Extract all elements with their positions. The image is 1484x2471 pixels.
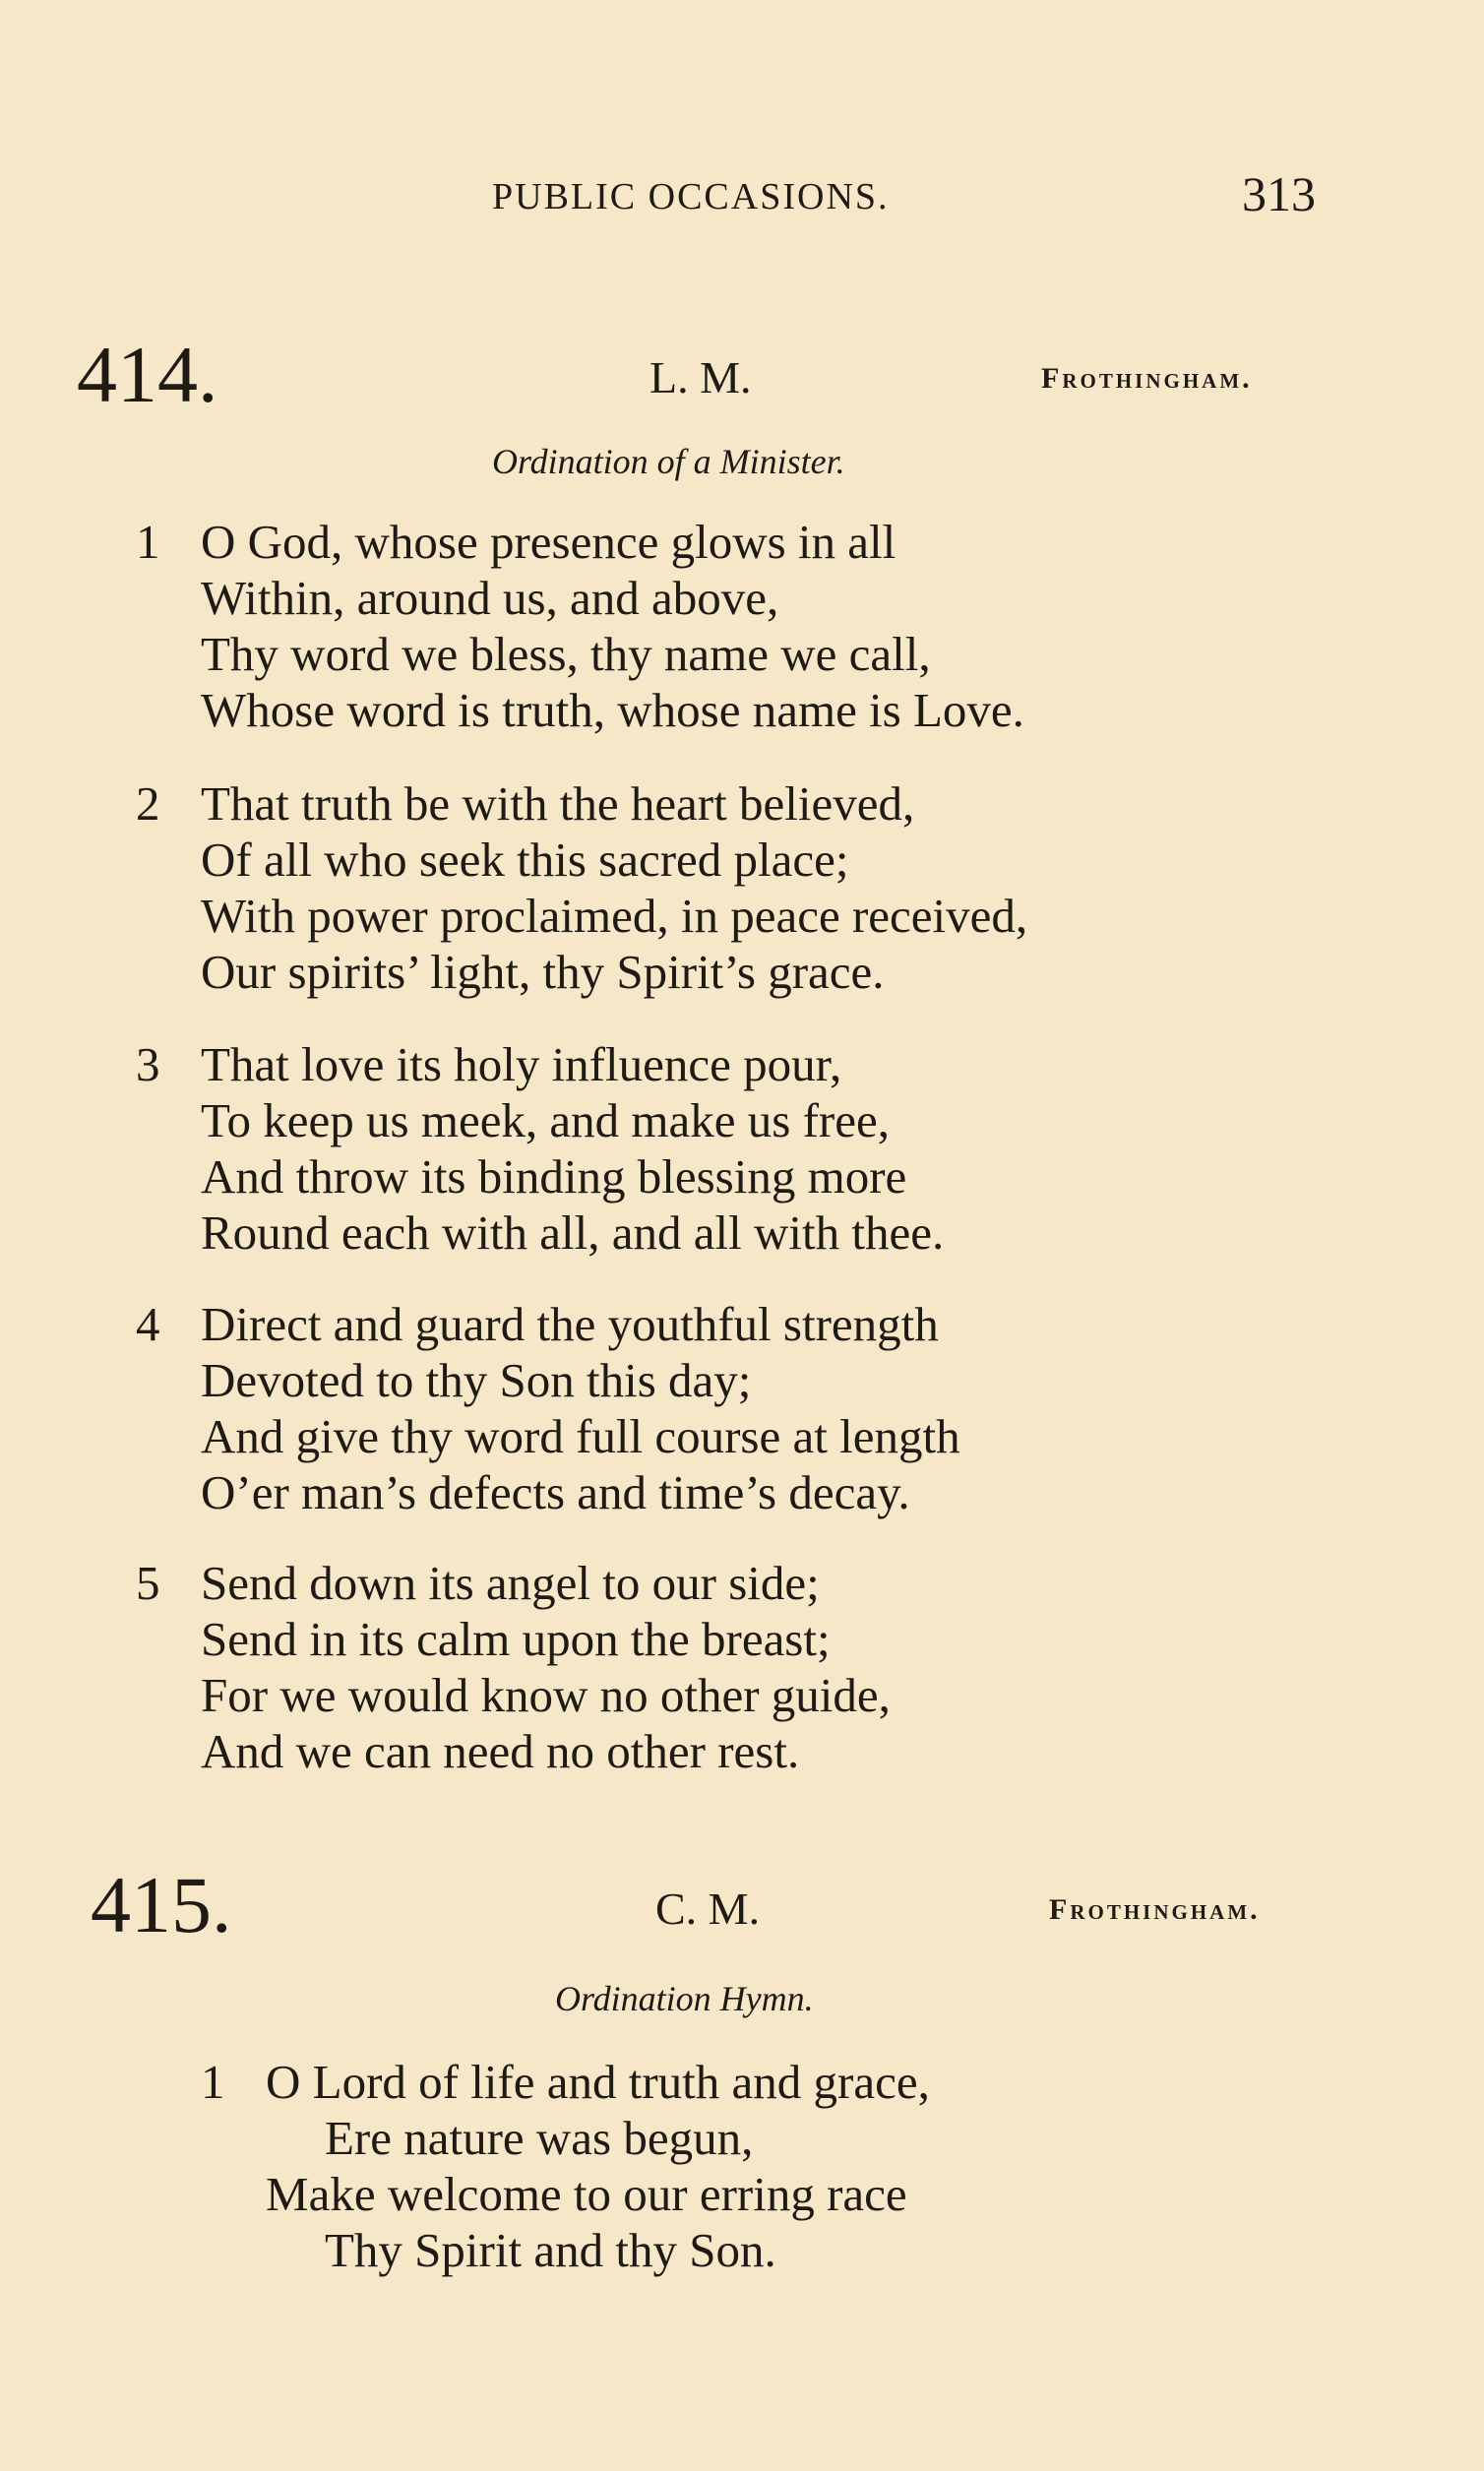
stanza-line: And we can need no other rest.	[201, 1724, 800, 1778]
stanza-line: Thy Spirit and thy Son.	[325, 2223, 776, 2277]
stanza-number: 1	[201, 2055, 225, 2109]
hymn-414-stanza-3	[136, 1036, 1317, 1261]
stanza-line: Ere nature was begun,	[325, 2111, 754, 2165]
stanza-line: And give thy word full course at length	[201, 1409, 960, 1463]
stanza-line: Devoted to thy Son this day;	[201, 1353, 752, 1407]
hymn-414-subtitle: Ordination of a Minister.	[492, 442, 845, 481]
stanza-line: Thy word we bless, thy name we call,	[201, 627, 931, 681]
hymn-414-stanza-4	[136, 1296, 1317, 1520]
stanza-line: Make welcome to our erring race	[266, 2167, 907, 2221]
stanza-line: That love its holy influence pour,	[201, 1037, 842, 1091]
stanza-line: Our spirits’ light, thy Spirit’s grace.	[201, 945, 885, 999]
stanza-number: 2	[136, 776, 160, 831]
stanza-number: 4	[136, 1297, 160, 1351]
hymn-414-stanza-2	[136, 775, 1317, 1000]
stanza-line: O God, whose presence glows in all	[201, 515, 897, 569]
stanza-number: 3	[136, 1037, 160, 1091]
hymn-414-stanza-5	[136, 1555, 1317, 1779]
hymn-415-stanza-1	[201, 2054, 1382, 2278]
running-head: PUBLIC OCCASIONS.	[492, 176, 890, 217]
stanza-lines	[201, 514, 1024, 738]
stanza-line: For we would know no other guide,	[201, 1668, 891, 1722]
stanza-lines	[201, 775, 1027, 1000]
stanza-lines	[266, 2054, 930, 2278]
stanza-line: That truth be with the heart believed,	[201, 776, 915, 831]
stanza-line: Send in its calm upon the breast;	[201, 1612, 831, 1666]
stanza-line: To keep us meek, and make us free,	[201, 1093, 890, 1147]
stanza-line: O Lord of life and truth and grace,	[266, 2055, 930, 2109]
hymn-414-author: Frothingham.	[1041, 362, 1253, 395]
stanza-line: Direct and guard the youthful strength	[201, 1297, 939, 1351]
stanza-line: With power proclaimed, in peace received,	[201, 889, 1028, 943]
hymn-415-meter: C. M.	[655, 1884, 761, 1934]
stanza-line: Whose word is truth, whose name is Love.	[201, 683, 1024, 737]
stanza-number: 5	[136, 1556, 160, 1610]
stanza-line: Round each with all, and all with thee.	[201, 1205, 945, 1260]
stanza-line: And throw its binding blessing more	[201, 1149, 907, 1204]
stanza-lines	[201, 1296, 960, 1520]
hymn-415-author: Frothingham.	[1049, 1893, 1261, 1926]
stanza-line: Of all who seek this sacred place;	[201, 833, 849, 887]
hymn-415-subtitle: Ordination Hymn.	[555, 1979, 814, 2018]
hymn-414-meter: L. M.	[649, 352, 752, 402]
page-number: 313	[1242, 166, 1316, 221]
stanza-lines	[201, 1555, 891, 1779]
hymn-414-stanza-1	[136, 514, 1317, 738]
stanza-lines	[201, 1036, 944, 1261]
hymn-414-number: 414.	[77, 330, 218, 419]
stanza-line: Within, around us, and above,	[201, 571, 779, 625]
stanza-number: 1	[136, 515, 160, 569]
stanza-line: O’er man’s defects and time’s decay.	[201, 1465, 910, 1519]
hymn-415-number: 415.	[91, 1860, 232, 1949]
stanza-line: Send down its angel to our side;	[201, 1556, 820, 1610]
